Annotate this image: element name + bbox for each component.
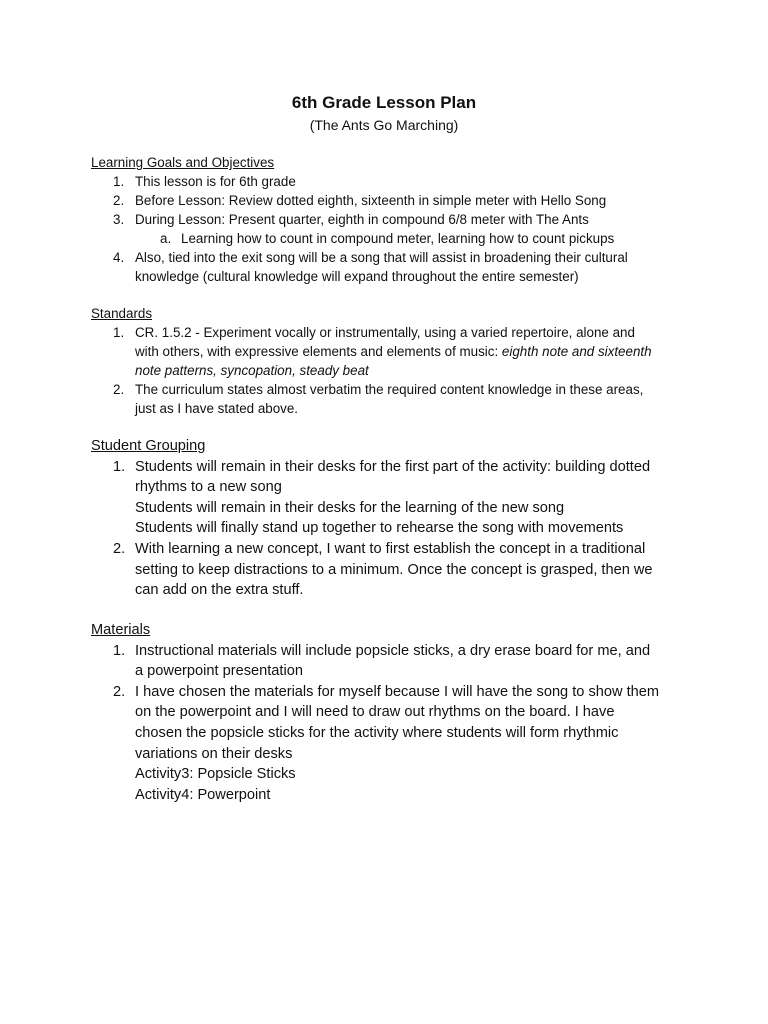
list-text-line: The curriculum states almost verbatim the required content knowledge in these areas, bbox=[135, 382, 644, 397]
list-text-line: Instructional materials will include popsicle sticks, a dry erase board for me, and bbox=[135, 642, 651, 659]
standards-section bbox=[91, 304, 691, 418]
list-text-italic-line: note patterns, syncopation, steady beat bbox=[135, 363, 369, 378]
list-text-line: just as I have stated above. bbox=[135, 401, 299, 416]
list-number: 2. bbox=[113, 683, 126, 700]
list-text-line: CR. 1.5.2 - Experiment vocally or instrumentally, using a varied repertoire, alone and bbox=[135, 325, 635, 340]
list-text-italic: eighth note and sixteenth bbox=[501, 344, 652, 359]
materials-section bbox=[91, 620, 691, 805]
list-number: 2. bbox=[113, 540, 126, 557]
list-number: 2. bbox=[113, 382, 125, 397]
list-number: 1. bbox=[113, 325, 125, 340]
list-number: 4. bbox=[113, 250, 125, 265]
list-text-line: Students will finally stand up together to rehearse the song with movements bbox=[135, 520, 624, 537]
list-item bbox=[91, 323, 691, 380]
list-item bbox=[91, 457, 691, 539]
list-item bbox=[91, 641, 691, 682]
list-item bbox=[91, 172, 691, 191]
list-text-line: knowledge (cultural knowledge will expand throughout the entire semester) bbox=[135, 269, 579, 284]
learning-goals-section bbox=[91, 153, 691, 286]
list-text: Before Lesson: Review dotted eighth, sixteenth in simple meter with Hello Song bbox=[135, 193, 607, 208]
page-subtitle: (The Ants Go Marching) bbox=[309, 117, 459, 133]
list-number: 1. bbox=[113, 174, 125, 189]
list-text-line: Students will remain in their desks for the first part of the activity: building dotted bbox=[135, 458, 651, 475]
list-item bbox=[91, 191, 691, 210]
list-text-line: Activity4: Powerpoint bbox=[135, 786, 271, 803]
list-text-line: on the powerpoint and I will need to draw out rhythms on the board. I have bbox=[135, 704, 615, 721]
list-text-line: Also, tied into the exit song will be a song that will assist in broadening their cultural bbox=[135, 250, 628, 265]
list-text-line: rhythms to a new song bbox=[135, 479, 282, 496]
list-item bbox=[91, 380, 691, 418]
list-text-plain: with others, with expressive elements and elements of music: bbox=[135, 344, 502, 359]
list-item bbox=[91, 682, 691, 806]
list-number: 2. bbox=[113, 193, 125, 208]
page-title: 6th Grade Lesson Plan bbox=[291, 93, 477, 112]
student-grouping-heading: Student Grouping bbox=[91, 438, 206, 454]
list-text-line: can add on the extra stuff. bbox=[135, 582, 304, 599]
sub-list-letter: a. bbox=[160, 231, 172, 246]
sub-list-item bbox=[91, 229, 691, 248]
list-text-line: variations on their desks bbox=[135, 745, 293, 762]
list-text-line: setting to keep distractions to a minimum. Once the concept is grasped, then we bbox=[135, 561, 653, 578]
list-text-line: a powerpoint presentation bbox=[135, 663, 303, 680]
list-text-line: Students will remain in their desks for the learning of the new song bbox=[135, 499, 565, 516]
list-text: This lesson is for 6th grade bbox=[135, 174, 296, 189]
list-item bbox=[91, 248, 691, 286]
list-text-line: Activity3: Popsicle Sticks bbox=[135, 766, 296, 783]
materials-heading: Materials bbox=[91, 622, 151, 638]
list-text-line: I have chosen the materials for myself because I will have the song to show them bbox=[135, 683, 660, 700]
list-text: During Lesson: Present quarter, eighth in compound 6/8 meter with The Ants bbox=[135, 212, 589, 227]
list-text-line: chosen the popsicle sticks for the activity where students will form rhythmic bbox=[135, 724, 619, 741]
list-text-line bbox=[135, 342, 691, 361]
list-number: 1. bbox=[113, 458, 126, 475]
list-number: 3. bbox=[113, 212, 125, 227]
list-number: 1. bbox=[113, 642, 126, 659]
student-grouping-section bbox=[91, 436, 691, 601]
list-item bbox=[91, 210, 691, 229]
list-text-line: With learning a new concept, I want to first establish the concept in a traditional bbox=[135, 540, 646, 557]
standards-heading: Standards bbox=[91, 306, 153, 321]
learning-goals-heading: Learning Goals and Objectives bbox=[91, 155, 275, 170]
list-item bbox=[91, 539, 691, 601]
sub-list-text: Learning how to count in compound meter, learning how to count pickups bbox=[181, 231, 615, 246]
